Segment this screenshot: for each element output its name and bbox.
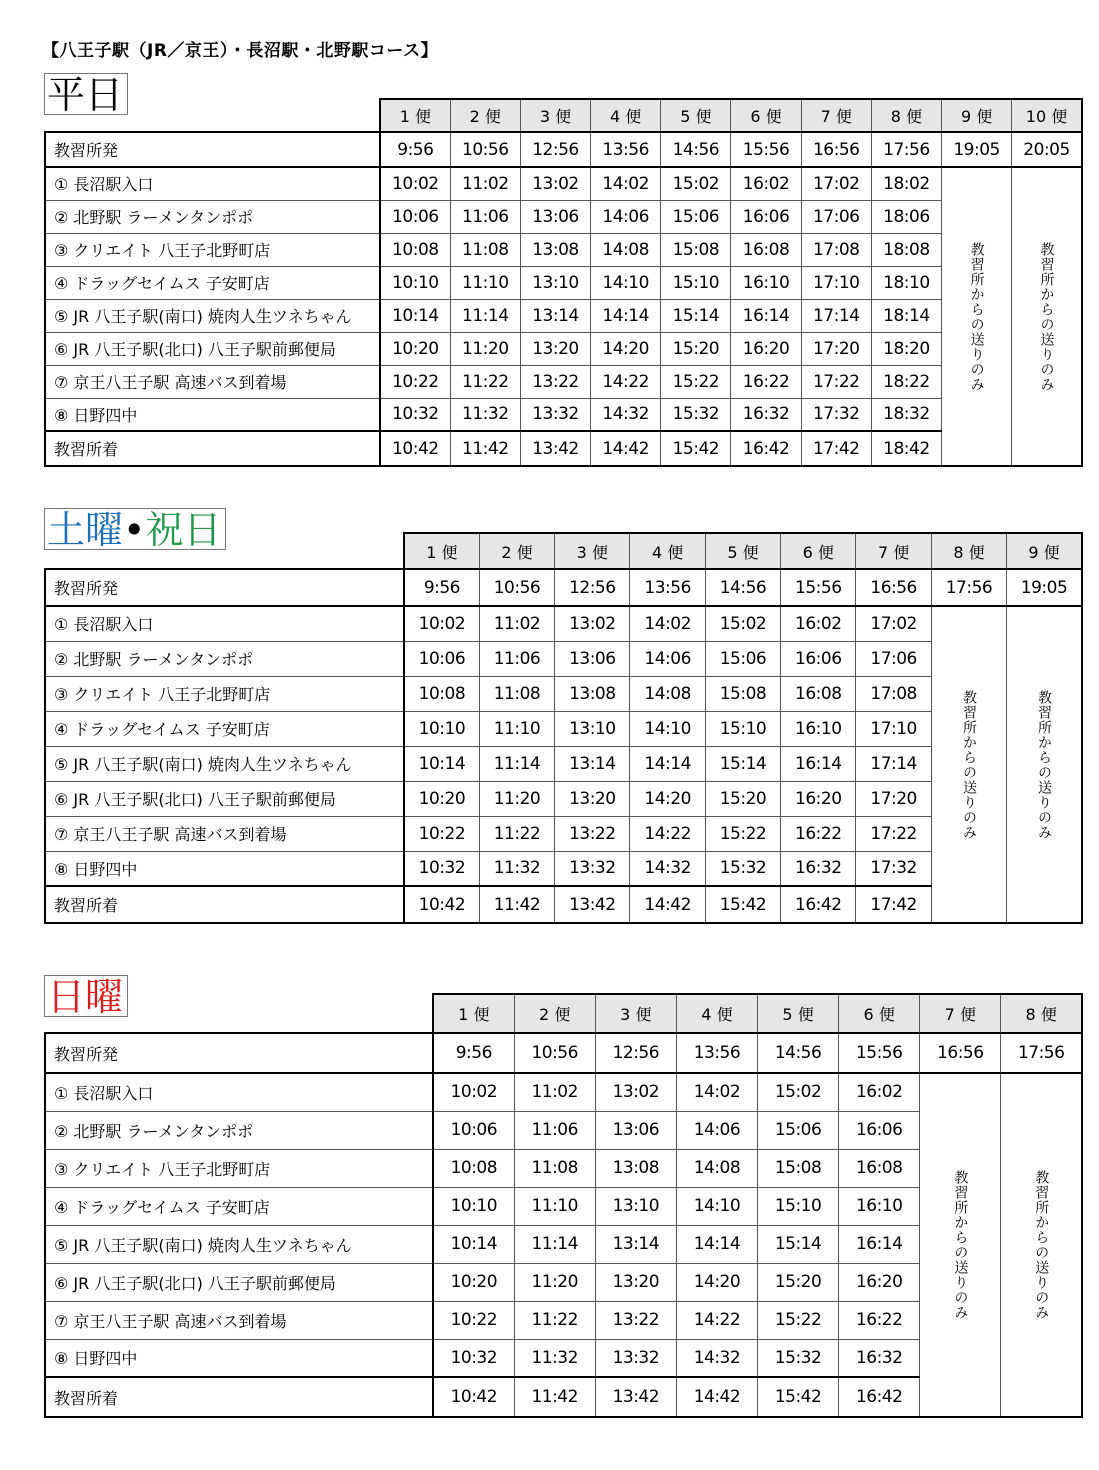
- arrival-time: 17:02: [801, 167, 871, 200]
- arrive-time: 13:42: [520, 431, 590, 466]
- arrive-label: 教習所着: [45, 431, 380, 466]
- arrival-time: 14:32: [591, 398, 661, 431]
- stop-name: ② 北野駅 ラーメンタンポポ: [45, 200, 380, 233]
- arrival-time: 17:14: [801, 299, 871, 332]
- bus-number-header: 9 便: [1007, 533, 1082, 569]
- arrival-time: 17:32: [801, 398, 871, 431]
- depart-time: 14:56: [758, 1033, 839, 1073]
- depart-time: 14:56: [705, 569, 780, 606]
- depart-time: 17:56: [931, 569, 1006, 606]
- arrival-time: 13:10: [520, 266, 590, 299]
- arrival-time: 13:20: [595, 1263, 676, 1301]
- arrival-time: 18:10: [871, 266, 941, 299]
- arrival-time: 14:10: [591, 266, 661, 299]
- arrival-time: 16:22: [731, 365, 801, 398]
- arrival-time: 17:14: [856, 746, 931, 781]
- arrival-time: 18:20: [871, 332, 941, 365]
- arrival-time: 14:02: [676, 1073, 757, 1111]
- arrival-time: 15:10: [758, 1187, 839, 1225]
- arrival-time: 15:20: [758, 1263, 839, 1301]
- arrival-time: 15:22: [758, 1301, 839, 1339]
- arrival-time: 10:32: [404, 851, 479, 886]
- arrival-time: 11:22: [514, 1301, 595, 1339]
- arrival-time: 11:06: [514, 1111, 595, 1149]
- drop-off-only-note: [1007, 606, 1082, 923]
- depart-time: 9:56: [433, 1033, 514, 1073]
- bus-number-header: 3 便: [520, 99, 590, 132]
- arrival-time: 14:32: [630, 851, 705, 886]
- arrive-time: 15:42: [758, 1377, 839, 1417]
- arrival-time: 16:20: [731, 332, 801, 365]
- sunday-timetable: [44, 993, 1083, 1418]
- arrival-time: 10:02: [433, 1073, 514, 1111]
- arrival-time: 13:10: [595, 1187, 676, 1225]
- stop-name: ④ ドラッグセイムス 子安町店: [45, 711, 404, 746]
- depart-time: 12:56: [555, 569, 630, 606]
- bus-number-header: 2 便: [450, 99, 520, 132]
- drop-off-only-text: 教習所からの送りのみ: [1036, 689, 1053, 840]
- arrival-time: 14:22: [676, 1301, 757, 1339]
- bus-number-header: 6 便: [781, 533, 856, 569]
- day-label-part: 土曜: [47, 508, 124, 552]
- stop-name: ① 長沼駅入口: [45, 1073, 433, 1111]
- stop-name: ① 長沼駅入口: [45, 606, 404, 641]
- arrival-time: 14:08: [630, 676, 705, 711]
- stop-name: ⑤ JR 八王子駅(南口) 焼肉人生ツネちゃん: [45, 299, 380, 332]
- arrival-time: 16:10: [781, 711, 856, 746]
- arrival-time: 11:20: [450, 332, 520, 365]
- drop-off-only-text: 教習所からの送りのみ: [1033, 1170, 1050, 1320]
- arrival-time: 16:02: [731, 167, 801, 200]
- arrival-time: 10:06: [404, 641, 479, 676]
- arrival-time: 16:06: [839, 1111, 920, 1149]
- arrival-time: 14:06: [630, 641, 705, 676]
- arrival-time: 11:02: [450, 167, 520, 200]
- arrival-time: 15:14: [758, 1225, 839, 1263]
- stop-name: ③ クリエイト 八王子北野町店: [45, 233, 380, 266]
- arrival-time: 17:22: [801, 365, 871, 398]
- arrival-time: 11:20: [514, 1263, 595, 1301]
- arrival-time: 17:22: [856, 816, 931, 851]
- arrival-time: 14:14: [591, 299, 661, 332]
- bus-number-header: 6 便: [839, 994, 920, 1033]
- arrival-time: 13:14: [595, 1225, 676, 1263]
- arrival-time: 13:22: [595, 1301, 676, 1339]
- depart-label: 教習所発: [45, 1033, 433, 1073]
- bus-number-header: 3 便: [555, 533, 630, 569]
- arrival-time: 17:08: [856, 676, 931, 711]
- arrival-time: 17:32: [856, 851, 931, 886]
- arrival-time: 17:06: [856, 641, 931, 676]
- bus-number-header: 9 便: [942, 99, 1012, 132]
- arrival-time: 13:02: [520, 167, 590, 200]
- arrival-time: 15:08: [661, 233, 731, 266]
- arrival-time: 15:22: [661, 365, 731, 398]
- bus-number-header: 2 便: [514, 994, 595, 1033]
- weekday-timetable: [44, 98, 1083, 467]
- arrival-time: 15:06: [705, 641, 780, 676]
- depart-time: 10:56: [514, 1033, 595, 1073]
- stop-name: ③ クリエイト 八王子北野町店: [45, 676, 404, 711]
- bus-number-header: 7 便: [920, 994, 1001, 1033]
- arrival-time: 13:32: [555, 851, 630, 886]
- arrival-time: 10:32: [433, 1339, 514, 1377]
- arrival-time: 11:32: [450, 398, 520, 431]
- arrival-time: 10:20: [380, 332, 450, 365]
- arrival-time: 14:08: [591, 233, 661, 266]
- arrival-time: 14:22: [630, 816, 705, 851]
- arrival-time: 16:06: [731, 200, 801, 233]
- arrive-time: 13:42: [555, 886, 630, 923]
- arrival-time: 10:22: [404, 816, 479, 851]
- arrival-time: 10:14: [380, 299, 450, 332]
- depart-time: 17:56: [1001, 1033, 1082, 1073]
- depart-time: 9:56: [404, 569, 479, 606]
- arrival-time: 14:06: [591, 200, 661, 233]
- arrival-time: 10:20: [404, 781, 479, 816]
- arrival-time: 14:20: [676, 1263, 757, 1301]
- bus-number-header: 8 便: [871, 99, 941, 132]
- arrival-time: 16:32: [839, 1339, 920, 1377]
- stop-name: ④ ドラッグセイムス 子安町店: [45, 1187, 433, 1225]
- arrival-time: 14:14: [630, 746, 705, 781]
- arrival-time: 10:14: [404, 746, 479, 781]
- arrival-time: 10:10: [404, 711, 479, 746]
- arrive-time: 16:42: [839, 1377, 920, 1417]
- depart-time: 13:56: [591, 132, 661, 167]
- drop-off-only-note: [920, 1073, 1001, 1417]
- arrival-time: 16:22: [781, 816, 856, 851]
- arrival-time: 11:14: [479, 746, 554, 781]
- depart-time: 17:56: [871, 132, 941, 167]
- stop-name: ⑦ 京王八王子駅 高速バス到着場: [45, 1301, 433, 1339]
- arrival-time: 10:02: [380, 167, 450, 200]
- arrival-time: 14:10: [630, 711, 705, 746]
- depart-time: 15:56: [839, 1033, 920, 1073]
- stop-name: ① 長沼駅入口: [45, 167, 380, 200]
- stop-name: ② 北野駅 ラーメンタンポポ: [45, 1111, 433, 1149]
- stop-name: ④ ドラッグセイムス 子安町店: [45, 266, 380, 299]
- arrive-label: 教習所着: [45, 886, 404, 923]
- arrival-time: 17:06: [801, 200, 871, 233]
- stop-name: ⑤ JR 八王子駅(南口) 焼肉人生ツネちゃん: [45, 746, 404, 781]
- drop-off-only-text: 教習所からの送りのみ: [952, 1170, 969, 1320]
- arrival-time: 14:14: [676, 1225, 757, 1263]
- arrival-time: 11:10: [479, 711, 554, 746]
- arrival-time: 14:06: [676, 1111, 757, 1149]
- arrival-time: 16:14: [781, 746, 856, 781]
- stop-name: ③ クリエイト 八王子北野町店: [45, 1149, 433, 1187]
- arrival-time: 15:32: [758, 1339, 839, 1377]
- depart-time: 19:05: [1007, 569, 1082, 606]
- arrival-time: 18:32: [871, 398, 941, 431]
- arrival-time: 10:10: [380, 266, 450, 299]
- depart-time: 16:56: [801, 132, 871, 167]
- arrival-time: 11:08: [479, 676, 554, 711]
- arrive-time: 10:42: [404, 886, 479, 923]
- drop-off-only-text: 教習所からの送りのみ: [960, 689, 977, 840]
- arrival-time: 13:22: [520, 365, 590, 398]
- arrive-time: 15:42: [705, 886, 780, 923]
- arrival-time: 14:20: [630, 781, 705, 816]
- arrival-time: 15:10: [705, 711, 780, 746]
- arrival-time: 13:06: [555, 641, 630, 676]
- depart-time: 20:05: [1012, 132, 1082, 167]
- depart-time: 16:56: [920, 1033, 1001, 1073]
- arrival-time: 15:14: [705, 746, 780, 781]
- depart-time: 15:56: [731, 132, 801, 167]
- stop-name: ⑥ JR 八王子駅(北口) 八王子駅前郵便局: [45, 332, 380, 365]
- arrive-time: 11:42: [514, 1377, 595, 1417]
- arrival-time: 13:14: [520, 299, 590, 332]
- drop-off-only-note: [1001, 1073, 1082, 1417]
- arrival-time: 11:06: [450, 200, 520, 233]
- bus-number-header: 1 便: [433, 994, 514, 1033]
- arrive-time: 15:42: [661, 431, 731, 466]
- stop-name: ⑦ 京王八王子駅 高速バス到着場: [45, 365, 380, 398]
- arrival-time: 17:10: [801, 266, 871, 299]
- arrival-time: 10:22: [433, 1301, 514, 1339]
- bus-number-header: 4 便: [591, 99, 661, 132]
- bus-number-header: 6 便: [731, 99, 801, 132]
- depart-time: 13:56: [676, 1033, 757, 1073]
- arrival-time: 13:06: [520, 200, 590, 233]
- stop-name: ⑥ JR 八王子駅(北口) 八王子駅前郵便局: [45, 781, 404, 816]
- arrive-time: 14:42: [591, 431, 661, 466]
- arrival-time: 18:02: [871, 167, 941, 200]
- depart-time: 12:56: [520, 132, 590, 167]
- arrival-time: 15:32: [661, 398, 731, 431]
- bus-number-header: 5 便: [758, 994, 839, 1033]
- arrival-time: 11:22: [450, 365, 520, 398]
- arrival-time: 15:02: [705, 606, 780, 641]
- bus-number-header: 5 便: [661, 99, 731, 132]
- bus-number-header: 8 便: [931, 533, 1006, 569]
- drop-off-only-text: 教習所からの送りのみ: [1038, 241, 1055, 392]
- arrival-time: 16:06: [781, 641, 856, 676]
- day-label-part: •: [123, 508, 146, 552]
- day-label-part: 日曜: [47, 975, 124, 1019]
- arrive-time: 11:42: [479, 886, 554, 923]
- arrival-time: 18:14: [871, 299, 941, 332]
- arrival-time: 14:08: [676, 1149, 757, 1187]
- header-corner: [45, 99, 380, 132]
- arrival-time: 16:08: [781, 676, 856, 711]
- arrival-time: 13:20: [520, 332, 590, 365]
- arrival-time: 11:08: [450, 233, 520, 266]
- arrival-time: 17:20: [856, 781, 931, 816]
- arrival-time: 10:08: [380, 233, 450, 266]
- arrive-time: 10:42: [380, 431, 450, 466]
- depart-label: 教習所発: [45, 569, 404, 606]
- stop-name: ⑦ 京王八王子駅 高速バス到着場: [45, 816, 404, 851]
- arrival-time: 15:06: [758, 1111, 839, 1149]
- depart-label: 教習所発: [45, 132, 380, 167]
- arrival-time: 11:10: [514, 1187, 595, 1225]
- arrival-time: 11:14: [514, 1225, 595, 1263]
- arrival-time: 11:14: [450, 299, 520, 332]
- bus-number-header: 2 便: [479, 533, 554, 569]
- arrival-time: 16:10: [839, 1187, 920, 1225]
- arrival-time: 14:10: [676, 1187, 757, 1225]
- stop-name: ⑧ 日野四中: [45, 398, 380, 431]
- arrival-time: 11:22: [479, 816, 554, 851]
- arrival-time: 10:20: [433, 1263, 514, 1301]
- arrival-time: 16:10: [731, 266, 801, 299]
- arrive-time: 17:42: [801, 431, 871, 466]
- stop-name: ② 北野駅 ラーメンタンポポ: [45, 641, 404, 676]
- arrival-time: 16:32: [781, 851, 856, 886]
- depart-time: 16:56: [856, 569, 931, 606]
- arrival-time: 10:32: [380, 398, 450, 431]
- arrival-time: 15:20: [661, 332, 731, 365]
- arrival-time: 14:20: [591, 332, 661, 365]
- arrival-time: 15:08: [705, 676, 780, 711]
- arrive-time: 13:42: [595, 1377, 676, 1417]
- arrival-time: 10:08: [433, 1149, 514, 1187]
- bus-number-header: 7 便: [801, 99, 871, 132]
- arrival-time: 16:08: [731, 233, 801, 266]
- depart-time: 10:56: [479, 569, 554, 606]
- arrive-label: 教習所着: [45, 1377, 433, 1417]
- arrival-time: 17:10: [856, 711, 931, 746]
- header-corner: [45, 533, 404, 569]
- arrival-time: 13:02: [555, 606, 630, 641]
- arrival-time: 14:02: [591, 167, 661, 200]
- arrive-time: 16:42: [781, 886, 856, 923]
- depart-time: 15:56: [781, 569, 856, 606]
- header-corner: [45, 994, 433, 1033]
- arrival-time: 11:02: [514, 1073, 595, 1111]
- arrival-time: 16:20: [781, 781, 856, 816]
- arrival-time: 13:08: [595, 1149, 676, 1187]
- arrival-time: 11:08: [514, 1149, 595, 1187]
- arrival-time: 13:06: [595, 1111, 676, 1149]
- arrive-time: 10:42: [433, 1377, 514, 1417]
- arrival-time: 10:22: [380, 365, 450, 398]
- arrival-time: 18:22: [871, 365, 941, 398]
- arrival-time: 17:02: [856, 606, 931, 641]
- arrival-time: 15:22: [705, 816, 780, 851]
- arrival-time: 10:06: [433, 1111, 514, 1149]
- depart-time: 12:56: [595, 1033, 676, 1073]
- arrival-time: 16:20: [839, 1263, 920, 1301]
- arrival-time: 13:32: [595, 1339, 676, 1377]
- bus-number-header: 4 便: [676, 994, 757, 1033]
- depart-time: 13:56: [630, 569, 705, 606]
- arrival-time: 16:14: [839, 1225, 920, 1263]
- arrive-time: 11:42: [450, 431, 520, 466]
- stop-name: ⑧ 日野四中: [45, 851, 404, 886]
- drop-off-only-note: [931, 606, 1006, 923]
- arrive-time: 14:42: [676, 1377, 757, 1417]
- arrival-time: 14:02: [630, 606, 705, 641]
- depart-time: 10:56: [450, 132, 520, 167]
- arrival-time: 13:02: [595, 1073, 676, 1111]
- arrival-time: 11:32: [514, 1339, 595, 1377]
- arrival-time: 17:08: [801, 233, 871, 266]
- drop-off-only-text: 教習所からの送りのみ: [968, 241, 985, 392]
- arrival-time: 13:14: [555, 746, 630, 781]
- bus-number-header: 4 便: [630, 533, 705, 569]
- arrival-time: 15:20: [705, 781, 780, 816]
- drop-off-only-note: [1012, 167, 1082, 466]
- arrival-time: 16:32: [731, 398, 801, 431]
- arrival-time: 17:20: [801, 332, 871, 365]
- arrival-time: 15:10: [661, 266, 731, 299]
- arrival-time: 13:22: [555, 816, 630, 851]
- bus-number-header: 1 便: [380, 99, 450, 132]
- bus-number-header: 3 便: [595, 994, 676, 1033]
- depart-time: 9:56: [380, 132, 450, 167]
- arrival-time: 15:02: [661, 167, 731, 200]
- arrival-time: 15:08: [758, 1149, 839, 1187]
- bus-number-header: 8 便: [1001, 994, 1082, 1033]
- arrival-time: 11:06: [479, 641, 554, 676]
- arrival-time: 10:02: [404, 606, 479, 641]
- arrival-time: 13:32: [520, 398, 590, 431]
- arrival-time: 10:06: [380, 200, 450, 233]
- arrival-time: 14:32: [676, 1339, 757, 1377]
- depart-time: 14:56: [661, 132, 731, 167]
- arrival-time: 11:02: [479, 606, 554, 641]
- arrival-time: 11:10: [450, 266, 520, 299]
- arrival-time: 15:14: [661, 299, 731, 332]
- arrival-time: 15:02: [758, 1073, 839, 1111]
- arrive-time: 14:42: [630, 886, 705, 923]
- drop-off-only-note: [942, 167, 1012, 466]
- arrival-time: 18:08: [871, 233, 941, 266]
- bus-number-header: 7 便: [856, 533, 931, 569]
- arrival-time: 10:08: [404, 676, 479, 711]
- day-label-part: 平日: [47, 73, 124, 117]
- arrival-time: 16:22: [839, 1301, 920, 1339]
- bus-number-header: 1 便: [404, 533, 479, 569]
- arrival-time: 13:08: [555, 676, 630, 711]
- bus-number-header: 5 便: [705, 533, 780, 569]
- arrive-time: 18:42: [871, 431, 941, 466]
- arrive-time: 16:42: [731, 431, 801, 466]
- arrival-time: 13:10: [555, 711, 630, 746]
- arrival-time: 13:20: [555, 781, 630, 816]
- stop-name: ⑥ JR 八王子駅(北口) 八王子駅前郵便局: [45, 1263, 433, 1301]
- arrival-time: 15:06: [661, 200, 731, 233]
- arrival-time: 10:10: [433, 1187, 514, 1225]
- arrival-time: 14:22: [591, 365, 661, 398]
- stop-name: ⑧ 日野四中: [45, 1339, 433, 1377]
- bus-number-header: 10 便: [1012, 99, 1082, 132]
- arrival-time: 15:32: [705, 851, 780, 886]
- stop-name: ⑤ JR 八王子駅(南口) 焼肉人生ツネちゃん: [45, 1225, 433, 1263]
- arrival-time: 18:06: [871, 200, 941, 233]
- arrival-time: 11:20: [479, 781, 554, 816]
- arrival-time: 11:32: [479, 851, 554, 886]
- arrival-time: 16:02: [839, 1073, 920, 1111]
- day-label-part: 祝日: [145, 508, 222, 552]
- arrival-time: 16:08: [839, 1149, 920, 1187]
- saturday-holiday-timetable: [44, 532, 1083, 924]
- course-title: 【八王子駅（JR／京王）・長沼駅・北野駅コース】: [42, 41, 439, 61]
- arrival-time: 16:02: [781, 606, 856, 641]
- arrival-time: 10:14: [433, 1225, 514, 1263]
- arrival-time: 13:08: [520, 233, 590, 266]
- arrive-time: 17:42: [856, 886, 931, 923]
- arrival-time: 16:14: [731, 299, 801, 332]
- depart-time: 19:05: [942, 132, 1012, 167]
